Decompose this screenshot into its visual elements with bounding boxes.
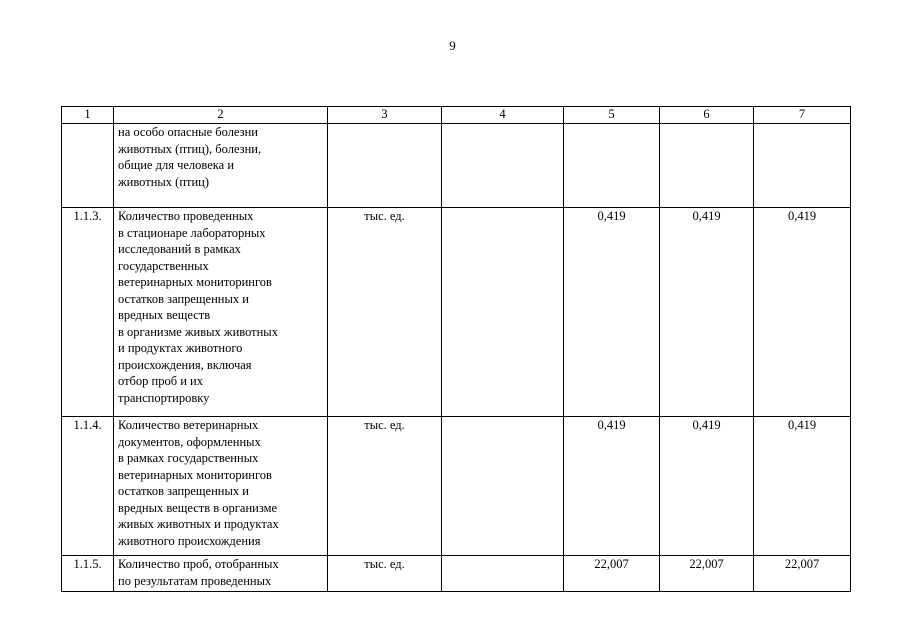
unit-cell: тыс. ед.	[328, 556, 442, 592]
table-row	[62, 556, 851, 592]
unit-cell	[328, 124, 442, 208]
row-number: 1.1.3.	[62, 208, 114, 417]
value-cell-5	[564, 124, 660, 208]
column-header-6: 6	[660, 107, 754, 124]
column-header-7: 7	[754, 107, 851, 124]
unit-cell: тыс. ед.	[328, 417, 442, 556]
column-header-1: 1	[62, 107, 114, 124]
value-cell-6	[660, 124, 754, 208]
row-number	[62, 124, 114, 208]
row-number: 1.1.5.	[62, 556, 114, 592]
column-header-4: 4	[442, 107, 564, 124]
row-number: 1.1.4.	[62, 417, 114, 556]
table-row	[62, 208, 851, 417]
value-cell-7	[754, 124, 851, 208]
data-table	[61, 106, 851, 592]
table-row	[62, 417, 851, 556]
indicator-name: на особо опасные болезни животных (птиц), болезни, общие для человека и животных (птиц)	[114, 124, 328, 208]
column-header-5: 5	[564, 107, 660, 124]
indicator-name: Количество проб, отобранных по результатам проведенных	[114, 556, 328, 592]
value-cell-4	[442, 208, 564, 417]
page-number: 9	[449, 38, 456, 53]
value-cell-6: 22,007	[660, 556, 754, 592]
value-cell-4	[442, 124, 564, 208]
value-cell-7: 22,007	[754, 556, 851, 592]
value-cell-5: 0,419	[564, 208, 660, 417]
table-row	[62, 124, 851, 208]
column-header-3: 3	[328, 107, 442, 124]
unit-cell: тыс. ед.	[328, 208, 442, 417]
value-cell-7: 0,419	[754, 208, 851, 417]
table-header-row	[62, 107, 851, 124]
value-cell-6: 0,419	[660, 417, 754, 556]
value-cell-7: 0,419	[754, 417, 851, 556]
value-cell-5: 22,007	[564, 556, 660, 592]
value-cell-6: 0,419	[660, 208, 754, 417]
value-cell-5: 0,419	[564, 417, 660, 556]
value-cell-4	[442, 417, 564, 556]
indicator-name: Количество проведенных в стационаре лабораторных исследований в рамках государственных ветеринарных мониторингов остатков запрещенных и вредных веществ в организме живых животных и продуктах животного происхождения, включая отбор проб и их транспортировку	[114, 208, 328, 417]
column-header-2: 2	[114, 107, 328, 124]
value-cell-4	[442, 556, 564, 592]
indicator-name: Количество ветеринарных документов, оформленных в рамках государственных ветеринарных мониторингов остатков запрещенных и вредных веществ в организме живых животных и продуктах животного происхождения	[114, 417, 328, 556]
